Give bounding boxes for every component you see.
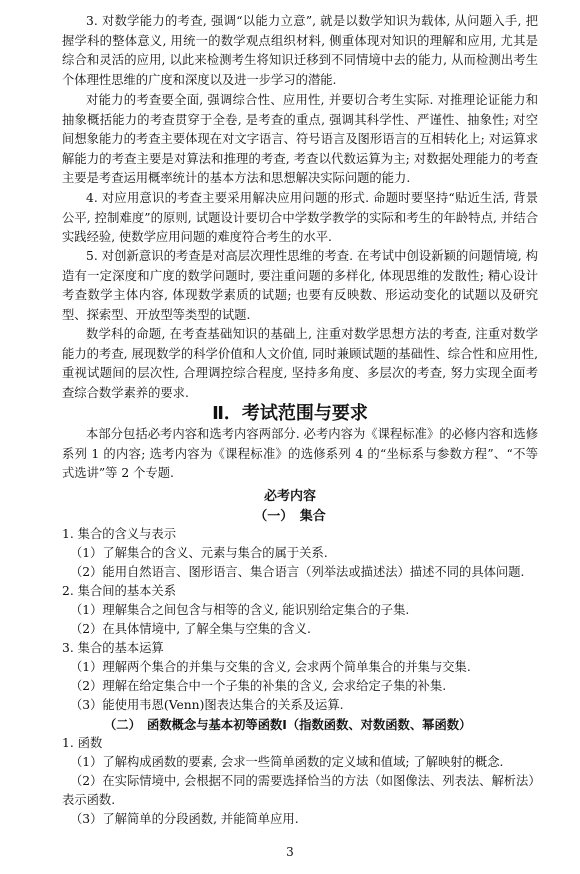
paragraph-application: 4. 对应用意识的考查主要采用解决应用问题的形式. 命题时要坚持“贴近生活, 背景公平, 控制难度”的原则, 试题设计要切合中学数学教学的实际和考生的年龄特点, 并结合实践经验, 使数学应用问题的难度符合考生的水平. [62,191,538,244]
section-heading: Ⅱ．考试范围与要求 [212,403,368,424]
paragraph-proposition: 数学科的命题, 在考查基础知识的基础上, 注重对数学思想方法的考查, 注重对数学能力的考查, 展现数学的科学价值和人文价值, 同时兼顾试题的基础性、综合性和应用性, 重视试题间的层次性, 合理调控综合程度, 坚持多角度、多层次的考查, 努力实现全面考查综合数学素养的要求. [62,327,538,400]
list-item: （1）理解两个集合的并集与交集的含义, 会求两个简单集合的并集与交集. [70,660,471,674]
list-item: 1. 函数 [62,736,103,750]
list-item: （1）了解构成函数的要素, 会求一些简单函数的定义域和值域; 了解映射的概念. [70,755,504,769]
required-content-heading: 必考内容 [263,489,316,504]
paragraph-scope: 本部分包括必考内容和选考内容两部分. 必考内容为《课程标准》的必修内容和选修系列 1 的内容; 选考内容为《课程标准》的选修系列 4 的“坐标系与参数方程”、“不等式选讲”等 2 个专题. [62,427,538,480]
paragraph-innovation: 5. 对创新意识的考查是对高层次理性思维的考查. 在考试中创设新颖的问题情境, 构造有一定深度和广度的数学问题时, 要注重问题的多样化, 体现思维的发散性; 精心设计考查数学主体内容, 体现数学素质的试题; 也要有反映数、形运动变化的试题以及研究型、探索型、开放型等类型的试题. [62,249,538,322]
list-item: （2）在具体情境中, 了解全集与空集的含义. [70,622,311,636]
list-item: （1）理解集合之间包含与相等的含义, 能识别给定集合的子集. [70,603,410,617]
list-item: 3. 集合的基本运算 [62,641,164,655]
sets-heading: （一） 集合 [254,509,326,524]
list-item: （3）了解简单的分段函数, 并能简单应用. [70,812,299,826]
list-item: （2）能用自然语言、图形语言、集合语言（列举法或描述法）描述不同的具体问题. [70,565,525,579]
paragraph-math-ability: 3. 对数学能力的考查, 强调“以能力立意”, 就是以数学知识为载体, 从问题入手, 把握学科的整体意义, 用统一的数学观点组织材料, 侧重体现对知识的理解和应用, 尤其是综合和灵活的应用, 以此来检测考生将知识迁移到不同情境中去的能力, 从而检测出考生个体理性思维的广度和深度以及进一步学习的潜能. [62,14,538,87]
list-item: （2）在实际情境中, 会根据不同的需要选择恰当的方法（如图像法、列表法、解析法） [70,774,541,788]
list-item: 2. 集合间的基本关系 [62,584,177,598]
list-item: 1. 集合的含义与表示 [62,527,177,541]
list-item: 表示函数. [62,793,116,807]
page-number: 3 [286,845,294,859]
functions-heading: （二） 函数概念与基本初等函数Ⅰ（指数函数、对数函数、幂函数） [104,718,472,732]
list-item: （1）了解集合的含义、元素与集合的属于关系. [70,546,328,560]
paragraph-ability-assessment: 对能力的考查要全面, 强调综合性、应用性, 并要切合考生实际. 对推理论证能力和抽象概括能力的考查贯穿于全卷, 是考查的重点, 强调其科学性、严谨性、抽象性; 对空间想象能力的考查主要体现在对文字语言、符号语言及图形语言的互相转化上; 对运算求解能力的考查主要是对算法和推理的考查, 考查以代数运算为主; 对数据处理能力的考查主要是考查运用概率统计的基本方法和思想解决实际问题的能力. [62,93,538,185]
list-item: （3）能使用韦恩(Venn)图表达集合的关系及运算. [70,698,344,712]
list-item: （2）理解在给定集合中一个子集的补集的含义, 会求给定子集的补集. [70,679,447,693]
